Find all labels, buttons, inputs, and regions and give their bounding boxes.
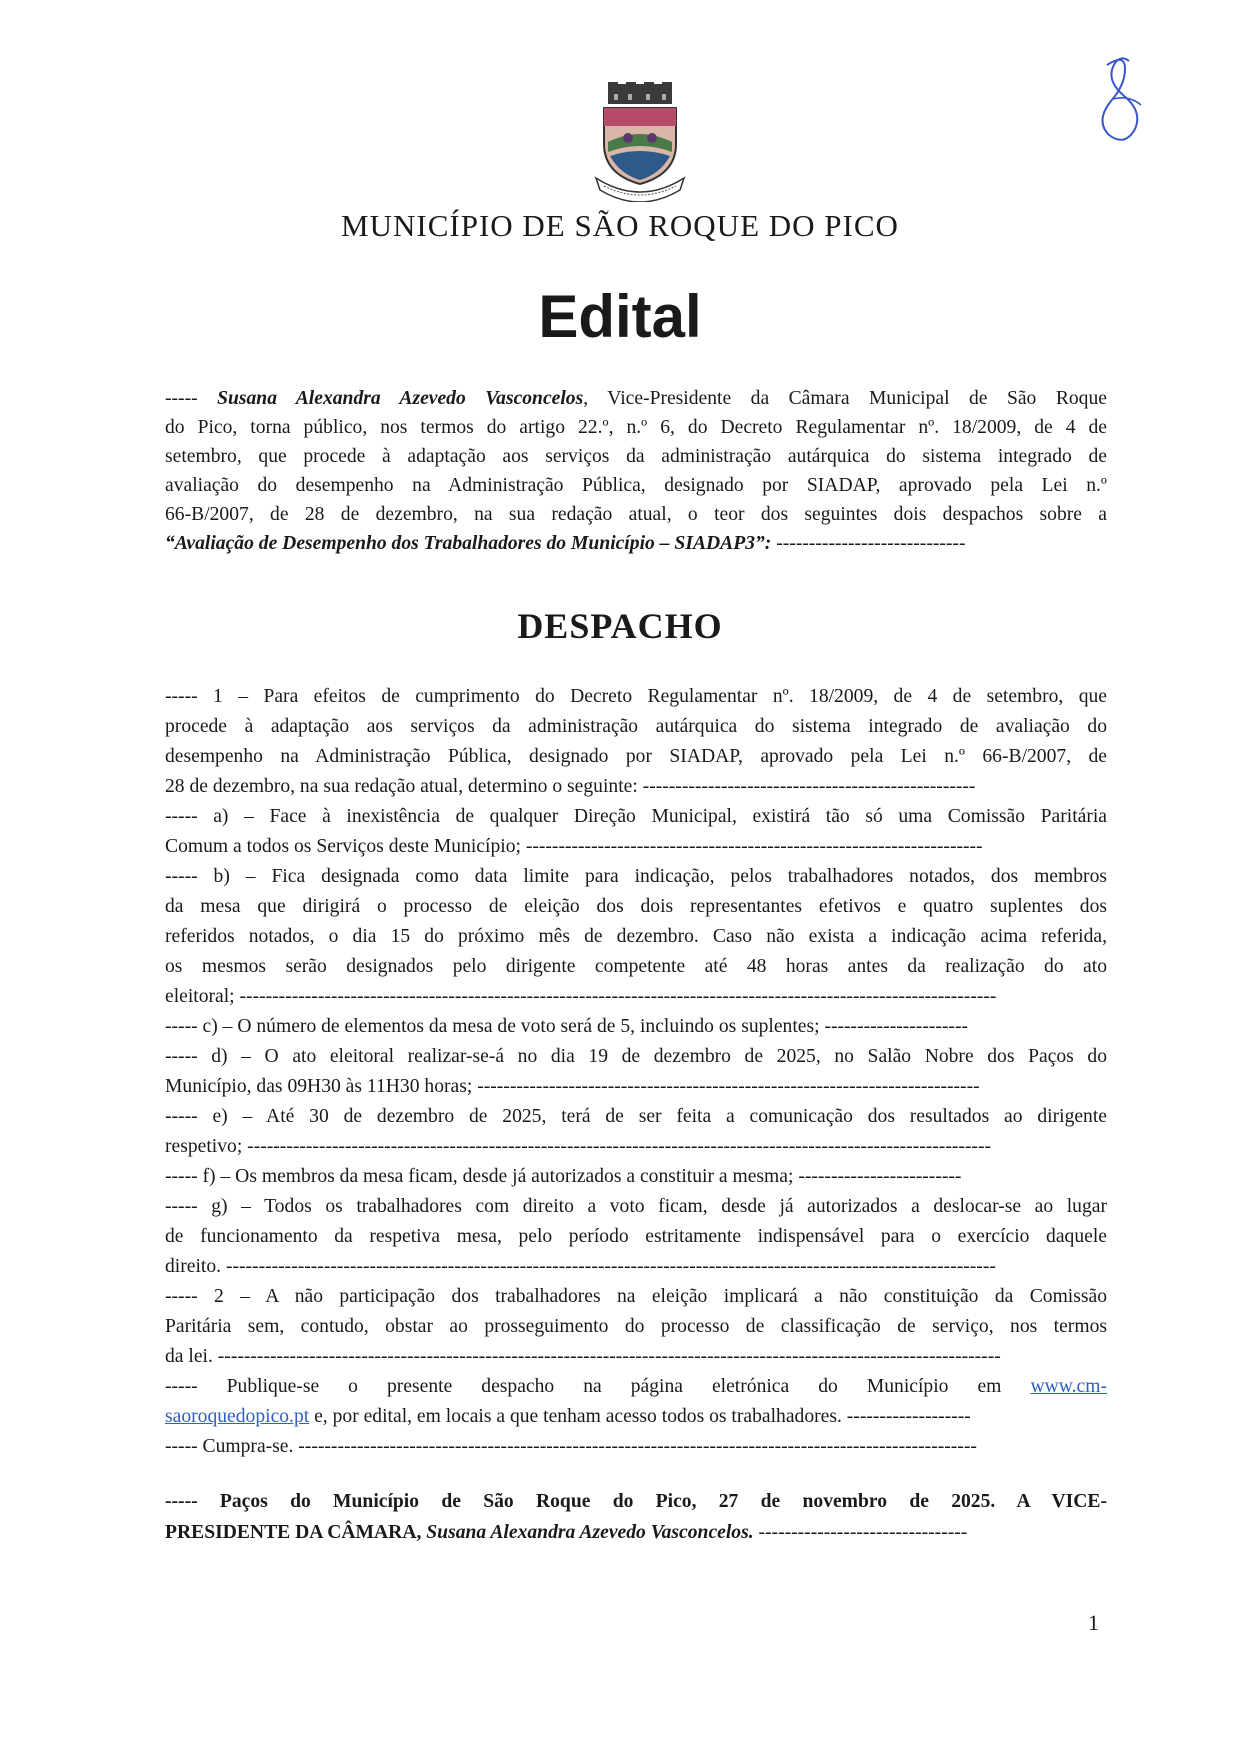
despacho-line: desempenho na Administração Pública, designado por SIADAP, aprovado pela Lei n.º 66-B/2007, de [165, 746, 1107, 767]
website-link[interactable]: www.cm- [1030, 1376, 1107, 1397]
despacho-line: respetivo; ------------------------------------------------------------------------------------------------------------------ [165, 1136, 991, 1157]
intro-subject-line [165, 529, 1107, 558]
despacho-line: ----- 1 – Para efeitos de cumprimento do Decreto Regulamentar nº. 18/2009, de 4 de setembro, que [165, 686, 1107, 707]
despacho-line: ----- g) – Todos os trabalhadores com direito a voto ficam, desde já autorizados a deslocar-se ao lugar [165, 1196, 1107, 1217]
despacho-line: da mesa que dirigirá o processo de eleição dos dois representantes efetivos e quatro suplentes dos [165, 896, 1107, 917]
publish-text: ----- Publique-se o presente despacho na página eletrónica do Município em [165, 1376, 1002, 1397]
closing-dashes: -------------------------------- [753, 1522, 968, 1543]
subject-dashes: ----------------------------- [776, 533, 966, 554]
despacho-line: procede à adaptação aos serviços da administração autárquica do sistema integrado de avaliação do [165, 716, 1107, 737]
publish-line-1 [165, 1372, 1107, 1402]
despacho-line: ----- e) – Até 30 de dezembro de 2025, terá de ser feita a comunicação dos resultados ao dirigente [165, 1106, 1107, 1127]
page-number: 1 [1088, 1610, 1099, 1635]
despacho-lines [165, 682, 1107, 1372]
despacho-line: ----- f) – Os membros da mesa ficam, desde já autorizados a constituir a mesma; ------------------------- [165, 1166, 962, 1187]
despacho-line: ----- 2 – A não participação dos trabalhadores na eleição implicará a não constituição da Comissão [165, 1286, 1107, 1307]
handwritten-initials-signature [1085, 55, 1155, 145]
intro-line: 66-B/2007, de 28 de dezembro, na sua redação atual, o teor dos seguintes dois despachos sobre a [165, 504, 1107, 525]
intro-text: , Vice-Presidente da Câmara Municipal de São Roque [583, 388, 1107, 409]
despacho-line: 28 de dezembro, na sua redação atual, determino o seguinte: --------------------------------------------------- [165, 776, 976, 797]
despacho-line: da lei. ------------------------------------------------------------------------------------------------------------------------ [165, 1346, 1001, 1367]
closing-line-1: ----- Paços do Município de São Roque do Pico, 27 de novembro de 2025. A VICE- [165, 1491, 1107, 1512]
municipality-title: MUNICÍPIO DE SÃO ROQUE DO PICO [341, 208, 899, 243]
intro-paragraph [165, 384, 1107, 558]
despacho-line: direito. ---------------------------------------------------------------------------------------------------------------------- [165, 1256, 996, 1277]
despacho-line: Município, das 09H30 às 11H30 horas; ----------------------------------------------------------------------------- [165, 1076, 980, 1097]
website-link-continued[interactable]: saoroquedopico.pt [165, 1406, 310, 1427]
intro-line: avaliação do desempenho na Administração Pública, designado por SIADAP, aprovado pela Lei n.º [165, 475, 1107, 496]
despacho-line: ----- d) – O ato eleitoral realizar-se-á no dia 19 de dezembro de 2025, no Salão Nobre dos Paços do [165, 1046, 1107, 1067]
despacho-line: os mesmos serão designados pelo dirigente competente até 48 horas antes da realização do ato [165, 956, 1107, 977]
intro-prefix: ----- [165, 388, 198, 409]
publish-suffix: e, por edital, em locais a que tenham acesso todos os trabalhadores. ------------------- [309, 1406, 971, 1427]
despacho-line: ----- b) – Fica designada como data limite para indicação, pelos trabalhadores notados, dos membros [165, 866, 1107, 887]
despacho-line: eleitoral; -------------------------------------------------------------------------------------------------------------------- [165, 986, 997, 1007]
intro-line: do Pico, torna público, nos termos do artigo 22.º, n.º 6, do Decreto Regulamentar nº. 18/2009, de 4 de [165, 417, 1107, 438]
despacho-body [165, 682, 1107, 1462]
document-type-title: Edital [538, 283, 702, 350]
despacho-line: ----- a) – Face à inexistência de qualquer Direção Municipal, existirá tão só uma Comissão Paritária [165, 806, 1107, 827]
publish-line-2 [165, 1402, 1107, 1432]
municipal-crest-logo [590, 82, 690, 202]
closing-role: PRESIDENTE DA CÂMARA, [165, 1522, 427, 1543]
intro-line: setembro, que procede à adaptação aos serviços da administração autárquica do sistema integrado de [165, 446, 1107, 467]
despacho-line: de funcionamento da respetiva mesa, pelo período estritamente indispensável para o exercício daquele [165, 1226, 1107, 1247]
cumpra-line: ----- Cumpra-se. -------------------------------------------------------------------------------------------------------- [165, 1436, 977, 1457]
closing-signatory: Susana Alexandra Azevedo Vasconcelos. [426, 1522, 754, 1543]
closing-paragraph [165, 1486, 1107, 1548]
signatory-name: Susana Alexandra Azevedo Vasconcelos [217, 388, 584, 409]
subject-title: “Avaliação de Desempenho dos Trabalhadores do Município – SIADAP3”: [165, 533, 772, 554]
despacho-line: Paritária sem, contudo, obstar ao prosseguimento do processo de classificação de serviço, nos termos [165, 1316, 1107, 1337]
despacho-heading: DESPACHO [517, 606, 723, 646]
intro-line-1 [165, 384, 1107, 413]
closing-line-2 [165, 1517, 1107, 1548]
despacho-line: Comum a todos os Serviços deste Município; ---------------------------------------------------------------------- [165, 836, 983, 857]
despacho-line: ----- c) – O número de elementos da mesa de voto será de 5, incluindo os suplentes; ---------------------- [165, 1016, 969, 1037]
despacho-line: referidos notados, o dia 15 do próximo mês de dezembro. Caso não exista a indicação acima referida, [165, 926, 1107, 947]
